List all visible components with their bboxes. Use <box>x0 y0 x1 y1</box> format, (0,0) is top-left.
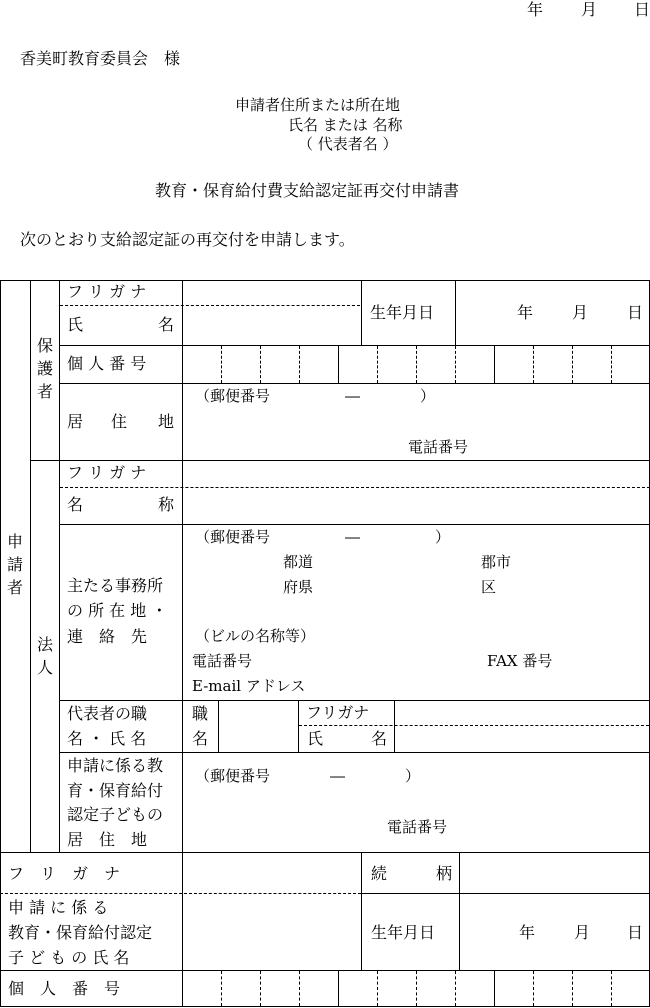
pn-divider <box>416 346 417 383</box>
rep-label-2: 名 ・ 氏 名 <box>67 729 147 748</box>
child-relation-left: 続 <box>371 864 388 883</box>
rep-name-label-col-right <box>394 700 395 752</box>
child-relation-right: 柄 <box>436 864 453 883</box>
date-month: 月 <box>581 0 598 19</box>
child-name-label-2: 教育・保育給付認定 <box>8 923 153 942</box>
guardian-postal-code: （郵便番号 ― ） <box>195 387 436 405</box>
child-residence-label-1: 申請に係る教 <box>67 756 164 775</box>
pn-divider <box>221 346 222 383</box>
guardian-phone-label: 電話番号 <box>408 438 469 456</box>
rep-title-bottom: 名 <box>192 729 209 748</box>
table-top-border <box>0 280 650 281</box>
child-birth-year: 年 <box>519 923 536 942</box>
corp-ku: 区 <box>481 578 497 596</box>
guardian-section-bottom <box>30 460 650 461</box>
applicant-name-label: 氏名 または 名称 <box>288 116 403 134</box>
guardian-name-bottom <box>60 345 650 346</box>
child-name-label-3: 子 ど も の 氏 名 <box>8 948 130 967</box>
corp-postal-code: （郵便番号 ― ） <box>195 528 451 546</box>
child-furigana-divider <box>0 893 361 894</box>
col-line-3 <box>182 280 183 1007</box>
label-char: 護 <box>36 359 53 378</box>
guardian-name-label-right: 名 <box>158 315 175 334</box>
pn-divider <box>572 346 573 383</box>
pn-group-divider <box>338 971 339 1006</box>
child-furigana-label: フ リ ガ ナ <box>8 864 121 883</box>
corp-furigana-divider <box>60 487 650 488</box>
child-birth-month: 月 <box>574 923 591 942</box>
label-char: 者 <box>36 382 53 401</box>
table-bottom-border <box>0 1006 650 1007</box>
pn-divider <box>416 971 417 1006</box>
child-postal-code: （郵便番号 ― ） <box>195 767 421 785</box>
applicant-vertical-label <box>5 530 25 599</box>
applicant-address-label: 申請者住所または所在地 <box>235 96 401 114</box>
pn-group-divider <box>338 346 339 383</box>
rep-furigana-label: フリガナ <box>306 703 370 722</box>
pn-group-divider <box>494 971 495 1006</box>
pn-divider <box>221 971 222 1006</box>
guardian-birth-month: 月 <box>572 303 589 322</box>
corporation-vertical-label <box>35 633 55 679</box>
guardian-vertical-label <box>35 334 55 403</box>
rep-label-1: 代表者の職 <box>67 704 148 723</box>
child-name-label-1: 申 請 に 係 る <box>8 898 109 917</box>
corp-phone-label: 電話番号 <box>192 652 253 670</box>
guardian-birth-col-left <box>361 280 362 345</box>
child-birth-col-left <box>361 852 362 970</box>
child-residence-label-2: 育・保育給付 <box>67 781 164 800</box>
rep-title-top: 職 <box>192 704 209 723</box>
label-char: 人 <box>36 658 53 677</box>
addressee: 香美町教育委員会 様 <box>20 49 181 68</box>
corp-office-label-1: 主たる事務所 <box>67 576 164 595</box>
guardian-residence-char-2: 住 <box>111 412 128 431</box>
date-day: 日 <box>634 0 650 19</box>
pn-divider <box>455 971 456 1006</box>
pn-divider <box>299 346 300 383</box>
col-line-1 <box>30 280 31 852</box>
child-residence-label-3: 認定子どもの <box>67 805 164 824</box>
child-relation-bottom <box>361 893 650 894</box>
rep-name-label-right: 名 <box>371 729 388 748</box>
rep-furigana-divider <box>299 725 649 726</box>
col-line-2 <box>59 280 60 852</box>
child-residence-label-4: 居 住 地 <box>67 830 148 849</box>
date-year: 年 <box>527 0 544 19</box>
guardian-residence-char-3: 地 <box>158 412 175 431</box>
pn-divider <box>377 971 378 1006</box>
pn-divider <box>299 971 300 1006</box>
rep-name-label-left: 氏 <box>307 729 324 748</box>
pn-divider <box>533 346 534 383</box>
guardian-residence-char-1: 居 <box>67 412 84 431</box>
guardian-name-field[interactable] <box>184 307 359 344</box>
rep-bottom <box>60 752 650 753</box>
guardian-furigana-divider <box>60 305 360 306</box>
pn-divider <box>455 346 456 383</box>
pn-divider <box>572 971 573 1006</box>
corp-office-label-2: の 所 在 地 ・ <box>67 601 168 620</box>
corp-gun-shi: 郡市 <box>481 553 512 571</box>
child-birth-day: 日 <box>627 923 644 942</box>
corp-fu-ken: 府県 <box>283 578 314 596</box>
corp-fax-label: FAX 番号 <box>487 652 553 670</box>
corp-name-label-right: 称 <box>158 495 175 514</box>
corp-building: （ビルの名称等） <box>195 627 316 645</box>
guardian-birth-day: 日 <box>627 303 644 322</box>
rep-name-label-col-left <box>298 700 299 752</box>
child-name-bottom <box>0 970 650 971</box>
intro-text: 次のとおり支給認定証の再交付を申請します。 <box>20 230 355 249</box>
corp-furigana-label: フ リ ガ ナ <box>67 463 147 482</box>
pn-divider <box>260 346 261 383</box>
guardian-personal-number-label: 個 人 番 号 <box>67 354 147 373</box>
table-left-border <box>0 280 1 1007</box>
child-personal-number-label: 個 人 番 号 <box>8 979 121 998</box>
guardian-furigana-label: フ リ ガ ナ <box>67 282 147 301</box>
guardian-name-label-left: 氏 <box>67 315 84 334</box>
guardian-birth-year: 年 <box>517 303 534 322</box>
child-phone-label: 電話番号 <box>387 818 448 836</box>
child-birthdate-label: 生年月日 <box>371 923 436 942</box>
corp-name-bottom <box>60 524 650 525</box>
corp-office-label-3: 連 絡 先 <box>67 627 148 646</box>
guardian-furigana-field[interactable] <box>184 282 359 304</box>
pn-divider <box>533 971 534 1006</box>
pn-group-divider <box>494 346 495 383</box>
guardian-birthdate-label: 生年月日 <box>370 303 435 322</box>
corp-to-do: 都道 <box>283 553 314 571</box>
pn-divider <box>260 971 261 1006</box>
label-char: 請 <box>6 555 23 574</box>
label-char: 保 <box>36 336 53 355</box>
label-char: 者 <box>6 578 23 597</box>
rep-title-col <box>218 700 219 752</box>
pn-divider <box>611 346 612 383</box>
corp-email-label: E-mail アドレス <box>192 677 306 695</box>
corp-office-bottom <box>60 700 650 701</box>
corp-name-label-left: 名 <box>67 495 84 514</box>
guardian-birth-col-right <box>455 280 456 345</box>
label-char: 申 <box>6 532 23 551</box>
label-char: 法 <box>36 635 53 654</box>
pn-divider <box>611 971 612 1006</box>
applicant-section-bottom <box>0 852 650 853</box>
document-title: 教育・保育給付費支給認定証再交付申請書 <box>155 181 460 200</box>
guardian-pn-bottom <box>60 383 650 384</box>
child-birth-col-right <box>459 852 460 970</box>
pn-divider <box>377 346 378 383</box>
representative-label: （ 代表者名 ） <box>298 135 398 153</box>
